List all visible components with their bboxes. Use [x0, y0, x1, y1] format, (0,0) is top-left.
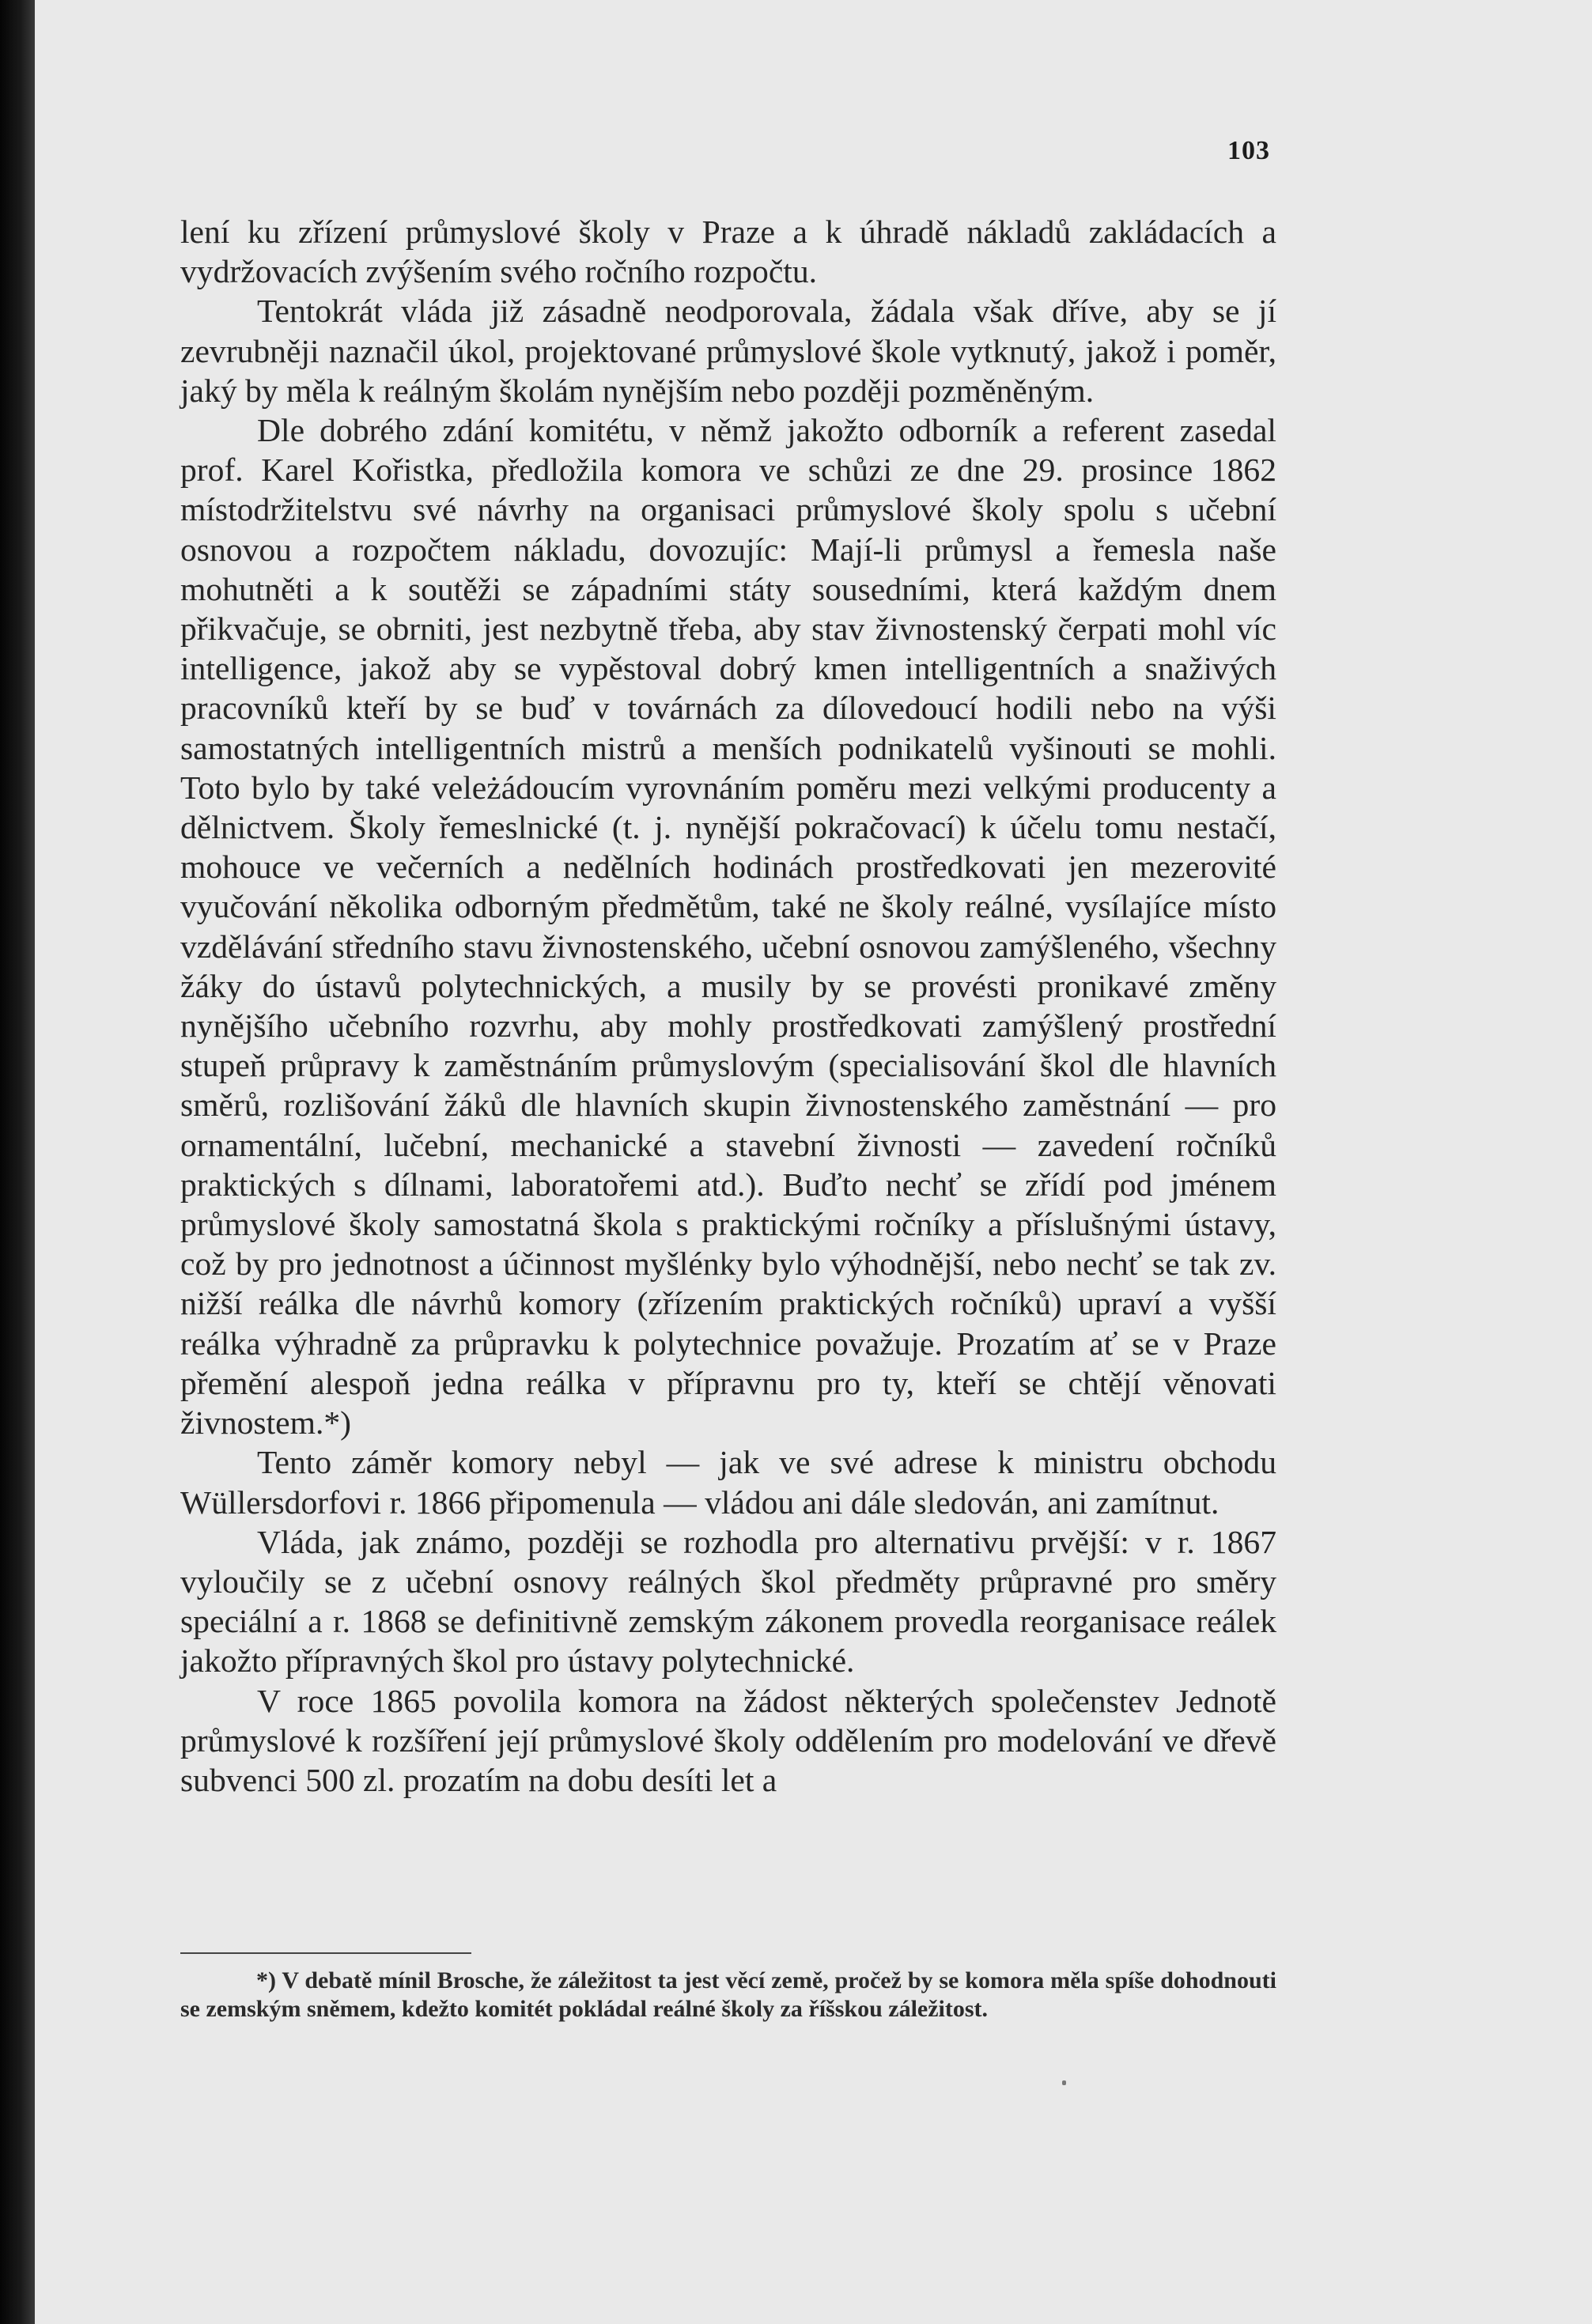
footnote — [180, 1967, 1276, 2024]
paragraph-6: V roce 1865 povolila komora na žádost některých společenstev Jednotě průmyslové k rozšíření její průmyslové školy oddělením pro modelování ve dřevě subvenci 500 zl. prozatím na dobu desíti let a — [180, 1682, 1276, 1798]
footnote-divider — [180, 1952, 471, 1954]
scan-left-edge — [0, 0, 35, 2324]
page-number: 103 — [1227, 136, 1270, 165]
paragraph-3: Dle dobrého zdání komitétu, v němž jakožto odborník a referent zasedal prof. Karel Kořistka, předložila komora ve schůzi ze dne 29. prosince 1862 místodržitelstvu své návrhy na organisaci průmyslové školy spolu s učební osnovou a rozpočtem nákladu, dovozujíc: Mají-li průmysl a řemesla naše mohutněti a k soutěži se západními státy sousedními, která každým dnem přikvačuje, se obrniti, jest nezbytně třeba, aby stav živnostenský čerpati mohl víc intelligence, jakož aby se vypěstoval dobrý kmen intelligentních a snaživých pracovníků kteří by se buď v továrnách za dílovedoucí hodili nebo na výši samostatných intelligentních mistrů a menších podnikatelů vyšinouti se mohli. Toto bylo by také veleżádoucím vyrovnáním poměru mezi velkými producenty a dělnictvem. Školy řemeslnické (t. j. nynější pokračovací) k účelu tomu nestačí, mohouce ve večerních a nedělních hodinách prostředkovati jen mezerovité vyučování několika odborným předmětům, také ne školy reálné, vysílajíce místo vzdělávání středního stavu živnostenského, učební osnovou zamýšleného, všechny žáky do ústavů polytechnických, a musily by se provésti pronikavé změny nynějšího učebního rozvrhu, aby mohly prostředkovati zamýšlený prostřední stupeň průpravy k zaměstnáním průmyslovým (specialisování škol dle hlavních směrů, rozlišování žáků dle hlavních skupin živnostenského zaměstnání — pro ornamentální, lučební, mechanické a stavební živnosti — zavedení ročníků praktických s dílnami, laboratořemi atd.). Buďto nechť se zřídí pod jménem průmyslové školy samostatná škola s praktickými ročníky a příslušnými ústavy, což by pro jednotnost a účinnost myšlénky bylo výhodnější, nebo nechť se tak zv. nižší reálka dle návrhů komory (zřízením praktických ročníků) upraví a vyšší reálka výhradně za průpravku k polytechnice považuje. Prozatím ať se v Praze přemění alespoň jedna reálka v přípravnu pro ty, kteří se chtějí věnovati živnostem.*) — [180, 412, 1276, 1442]
paragraph-1: lení ku zřízení průmyslové školy v Praze a k úhradě nákladů zakládacích a vydržovacích zvýšením svého ročního rozpočtu. — [180, 214, 1276, 290]
paragraph-2: Tentokrát vláda již zásadně neodporovala, žádala však dříve, aby se jí zevrubněji naznačil úkol, projektované průmyslové škole vytknutý, jakož i poměr, jaký by měla k reálným školám nynějším nebo později pozměněným. — [180, 293, 1276, 409]
footnote-text: *) V debatě mínil Brosche, že záležitost ta jest věcí země, pročež by se komora měla spíše dohodnouti se zemským sněmem, kdežto komitét pokládal reálné školy za říšskou záležitost. — [180, 1967, 1276, 2022]
scan-speck — [1062, 2080, 1066, 2085]
paragraph-5: Vláda, jak známo, později se rozhodla pro alternativu prvější: v r. 1867 vyloučily se z učební osnovy reálných škol předměty průpravné pro směry speciální a r. 1868 se definitivně zemským zákonem provedla reorganisace reálek jakožto přípravných škol pro ústavy polytechnické. — [180, 1523, 1276, 1680]
paragraph-4: Tento záměr komory nebyl — jak ve své adrese k ministru obchodu Wüllersdorfovi r. 1866 připomenula — vládou ani dále sledován, ani zamítnut. — [180, 1444, 1276, 1521]
body-text — [180, 212, 1276, 1800]
